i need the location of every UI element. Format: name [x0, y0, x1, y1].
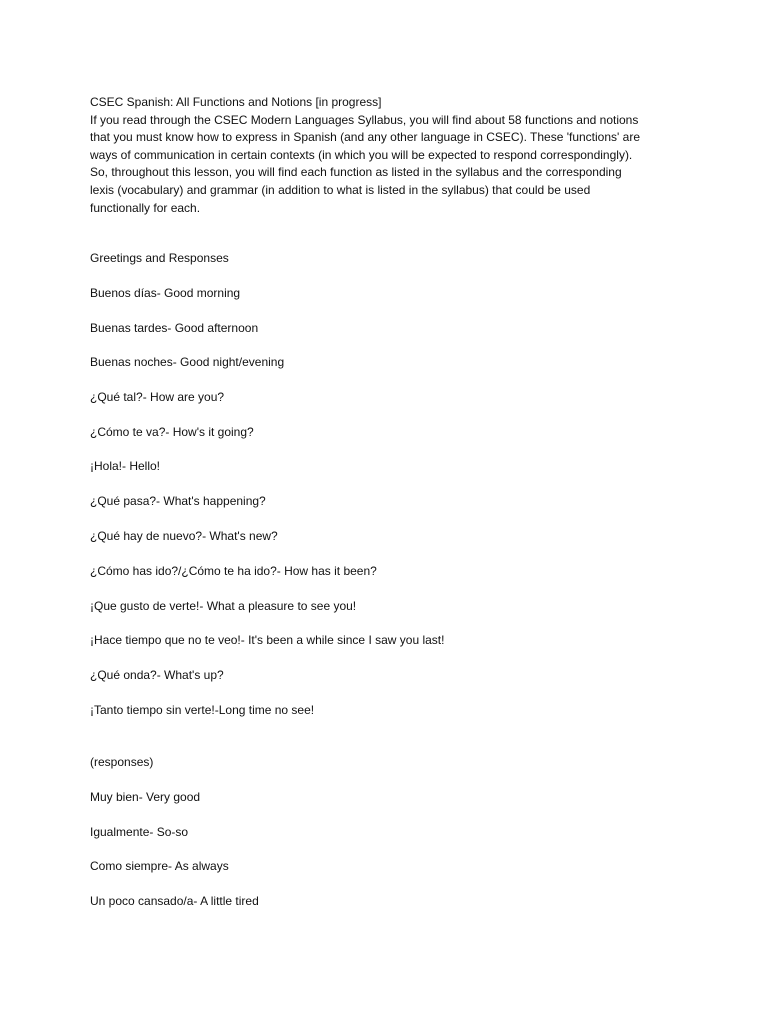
phrase-item: Buenas noches- Good night/evening — [90, 355, 285, 369]
phrase-item: Buenas tardes- Good afternoon — [90, 321, 259, 335]
phrase-item: ¿Qué onda?- What's up? — [90, 668, 224, 682]
phrase-item: ¡Hola!- Hello! — [90, 459, 161, 473]
phrase-item: ¿Cómo has ido?/¿Cómo te ha ido?- How has it been? — [90, 564, 377, 578]
intro-line: functionally for each. — [90, 200, 201, 215]
section-heading: Greetings and Responses — [90, 251, 229, 265]
response-item: Muy bien- Very good — [90, 790, 201, 804]
intro-line: So, throughout this lesson, you will find each function as listed in the syllabus and the corresponding — [90, 165, 622, 180]
intro-line: If you read through the CSEC Modern Languages Syllabus, you will find about 58 functions and notions — [90, 112, 639, 127]
phrase-item: ¿Qué tal?- How are you? — [90, 390, 225, 404]
phrase-item: ¡Tanto tiempo sin verte!-Long time no see! — [90, 703, 315, 717]
phrase-item: ¿Qué hay de nuevo?- What's new? — [90, 529, 278, 543]
phrase-item: Buenos días- Good morning — [90, 286, 241, 300]
intro-line: that you must know how to express in Spanish (and any other language in CSEC). These 'functions' are — [90, 130, 641, 145]
phrase-item: ¡Hace tiempo que no te veo!- It's been a while since I saw you last! — [90, 633, 445, 647]
intro-paragraph — [90, 112, 690, 218]
responses-heading: (responses) — [90, 755, 154, 769]
phrase-item: ¿Cómo te va?- How's it going? — [90, 425, 254, 439]
intro-line: ways of communication in certain contexts (in which you will be expected to respond correspondingly). — [90, 147, 633, 162]
response-item: Un poco cansado/a- A little tired — [90, 894, 259, 908]
response-item: Igualmente- So-so — [90, 825, 189, 839]
phrase-item: ¡Que gusto de verte!- What a pleasure to see you! — [90, 599, 357, 613]
intro-line: lexis (vocabulary) and grammar (in addition to what is listed in the syllabus) that could be used — [90, 182, 591, 197]
document-title: CSEC Spanish: All Functions and Notions [in progress] — [90, 95, 382, 109]
response-item: Como siempre- As always — [90, 859, 229, 873]
phrase-item: ¿Qué pasa?- What's happening? — [90, 494, 266, 508]
